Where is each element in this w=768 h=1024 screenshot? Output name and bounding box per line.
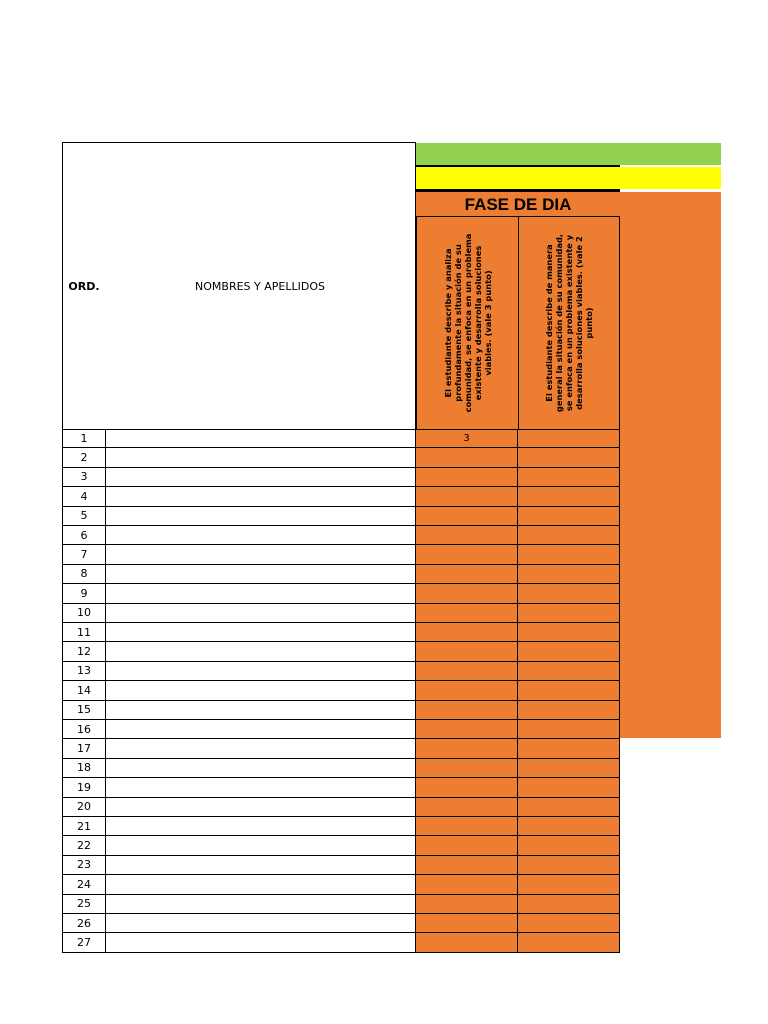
score-2-cell[interactable] — [518, 487, 620, 506]
score-2-cell[interactable] — [518, 662, 620, 681]
table-row — [62, 914, 620, 933]
criterion-header-2 — [518, 216, 620, 429]
score-3-cell[interactable] — [416, 856, 518, 875]
score-3-cell[interactable] — [416, 701, 518, 720]
name-cell[interactable] — [106, 468, 416, 487]
ord-cell: 9 — [62, 584, 106, 603]
ord-cell: 1 — [62, 430, 106, 448]
score-3-cell[interactable] — [416, 604, 518, 623]
score-2-cell[interactable] — [518, 817, 620, 836]
table-row — [62, 662, 620, 681]
ord-cell: 6 — [62, 526, 106, 545]
name-cell[interactable] — [106, 662, 416, 681]
name-cell[interactable] — [106, 681, 416, 700]
table-row — [62, 681, 620, 700]
name-cell[interactable] — [106, 778, 416, 797]
ord-cell: 7 — [62, 545, 106, 564]
name-cell[interactable] — [106, 720, 416, 739]
table-row — [62, 468, 620, 487]
name-cell[interactable] — [106, 914, 416, 933]
name-cell[interactable] — [106, 507, 416, 526]
score-2-cell[interactable] — [518, 720, 620, 739]
name-cell[interactable] — [106, 584, 416, 603]
table-row — [62, 778, 620, 797]
table-row — [62, 720, 620, 739]
name-cell[interactable] — [106, 623, 416, 642]
score-2-cell[interactable] — [518, 798, 620, 817]
score-3-cell[interactable] — [416, 817, 518, 836]
ord-cell: 11 — [62, 623, 106, 642]
ord-header — [62, 142, 106, 429]
score-2-cell[interactable] — [518, 701, 620, 720]
score-2-cell[interactable] — [518, 604, 620, 623]
ord-cell: 12 — [62, 642, 106, 661]
ord-cell: 26 — [62, 914, 106, 933]
ord-cell: 25 — [62, 895, 106, 914]
ord-cell: 17 — [62, 739, 106, 758]
names-header — [105, 142, 416, 429]
ord-cell: 24 — [62, 875, 106, 894]
name-cell[interactable] — [106, 565, 416, 584]
name-cell[interactable] — [106, 739, 416, 758]
name-cell[interactable] — [106, 759, 416, 778]
name-cell[interactable] — [106, 604, 416, 623]
table-row — [62, 448, 620, 467]
score-2-cell[interactable] — [518, 430, 620, 448]
name-cell[interactable] — [106, 526, 416, 545]
ord-header-label: ORD. — [68, 279, 100, 293]
score-2-cell[interactable] — [518, 895, 620, 914]
score-3-cell[interactable] — [416, 507, 518, 526]
ord-cell: 27 — [62, 933, 106, 952]
score-2-cell[interactable] — [518, 778, 620, 797]
ord-cell: 21 — [62, 817, 106, 836]
table-row — [62, 856, 620, 875]
table-row — [62, 545, 620, 564]
ord-cell: 18 — [62, 759, 106, 778]
score-3-cell[interactable] — [416, 623, 518, 642]
table-row — [62, 429, 620, 448]
score-2-cell[interactable] — [518, 914, 620, 933]
name-cell[interactable] — [106, 487, 416, 506]
table-row — [62, 933, 620, 952]
header-yellow-band — [416, 167, 721, 189]
ord-cell: 20 — [62, 798, 106, 817]
table-row — [62, 623, 620, 642]
score-3-cell[interactable] — [416, 545, 518, 564]
score-2-cell[interactable] — [518, 759, 620, 778]
table-row — [62, 642, 620, 661]
ord-cell: 16 — [62, 720, 106, 739]
header-green-band — [416, 143, 721, 165]
score-2-cell[interactable] — [518, 468, 620, 487]
name-cell[interactable] — [106, 875, 416, 894]
score-3-cell[interactable] — [416, 759, 518, 778]
score-3-cell[interactable] — [416, 662, 518, 681]
score-2-cell[interactable] — [518, 642, 620, 661]
score-2-cell[interactable] — [518, 836, 620, 855]
ord-cell: 15 — [62, 701, 106, 720]
score-3-cell[interactable] — [416, 875, 518, 894]
score-3-cell[interactable] — [416, 468, 518, 487]
score-3-cell[interactable] — [416, 933, 518, 952]
table-row — [62, 604, 620, 623]
name-cell[interactable] — [106, 430, 416, 448]
score-3-cell[interactable] — [416, 487, 518, 506]
ord-cell: 13 — [62, 662, 106, 681]
score-2-cell[interactable] — [518, 565, 620, 584]
score-2-cell[interactable] — [518, 448, 620, 467]
names-header-label: NOMBRES Y APELLIDOS — [195, 279, 325, 293]
score-3-cell[interactable] — [416, 836, 518, 855]
criterion-header-1 — [416, 216, 519, 429]
score-2-cell[interactable] — [518, 875, 620, 894]
name-cell[interactable] — [106, 817, 416, 836]
ord-cell: 14 — [62, 681, 106, 700]
ord-cell: 2 — [62, 448, 106, 467]
table-row — [62, 875, 620, 894]
score-2-cell[interactable] — [518, 739, 620, 758]
table-row — [62, 584, 620, 603]
table-row — [62, 526, 620, 545]
score-3-cell[interactable] — [416, 642, 518, 661]
criterion-2-text: El estudiante describe de manera general la situación de su comunidad, se enfoca en un problema existente y desarrolla soluciones viables. (vale 2 punto) — [544, 233, 594, 413]
ord-cell: 19 — [62, 778, 106, 797]
score-3-cell[interactable] — [416, 720, 518, 739]
name-cell[interactable] — [106, 642, 416, 661]
score-3-cell[interactable] — [416, 739, 518, 758]
score-2-cell[interactable] — [518, 545, 620, 564]
name-cell[interactable] — [106, 836, 416, 855]
score-2-cell[interactable] — [518, 507, 620, 526]
score-2-cell[interactable] — [518, 584, 620, 603]
table-row — [62, 739, 620, 758]
ord-cell: 10 — [62, 604, 106, 623]
ord-cell: 3 — [62, 468, 106, 487]
phase-title: FASE DE DIA — [464, 195, 572, 214]
score-2-cell[interactable] — [518, 856, 620, 875]
score-3-cell[interactable] — [416, 584, 518, 603]
ord-cell: 22 — [62, 836, 106, 855]
name-cell[interactable] — [106, 701, 416, 720]
criterion-1-text: El estudiante describe y analiza profundamente la situación de su comunidad, se enfoca en un problema existente y desarrolla soluciones viables. (vale 3 punto) — [443, 233, 493, 413]
score-3-cell[interactable] — [416, 798, 518, 817]
table-row — [62, 507, 620, 526]
name-cell[interactable] — [106, 448, 416, 467]
name-cell[interactable] — [106, 895, 416, 914]
score-2-cell[interactable] — [518, 933, 620, 952]
table-row — [62, 817, 620, 836]
score-3-cell[interactable] — [416, 778, 518, 797]
score-3-cell[interactable] — [416, 895, 518, 914]
table-row — [62, 565, 620, 584]
name-cell[interactable] — [106, 798, 416, 817]
score-2-cell[interactable] — [518, 526, 620, 545]
score-2-cell[interactable] — [518, 681, 620, 700]
name-cell[interactable] — [106, 933, 416, 952]
table-row — [62, 487, 620, 506]
score-3-cell[interactable] — [416, 526, 518, 545]
score-3-cell[interactable] — [416, 448, 518, 467]
table-row — [62, 895, 620, 914]
name-cell[interactable] — [106, 545, 416, 564]
ord-cell: 4 — [62, 487, 106, 506]
ord-cell: 23 — [62, 856, 106, 875]
ord-cell: 5 — [62, 507, 106, 526]
table-row — [62, 701, 620, 720]
table-row — [62, 759, 620, 778]
table-row — [62, 836, 620, 855]
name-cell[interactable] — [106, 856, 416, 875]
score-3-cell[interactable] — [416, 681, 518, 700]
score-3-cell[interactable] — [416, 565, 518, 584]
score-3-cell[interactable] — [416, 914, 518, 933]
ord-cell: 8 — [62, 565, 106, 584]
table-row — [62, 798, 620, 817]
score-3-cell[interactable]: 3 — [416, 430, 518, 448]
score-2-cell[interactable] — [518, 623, 620, 642]
